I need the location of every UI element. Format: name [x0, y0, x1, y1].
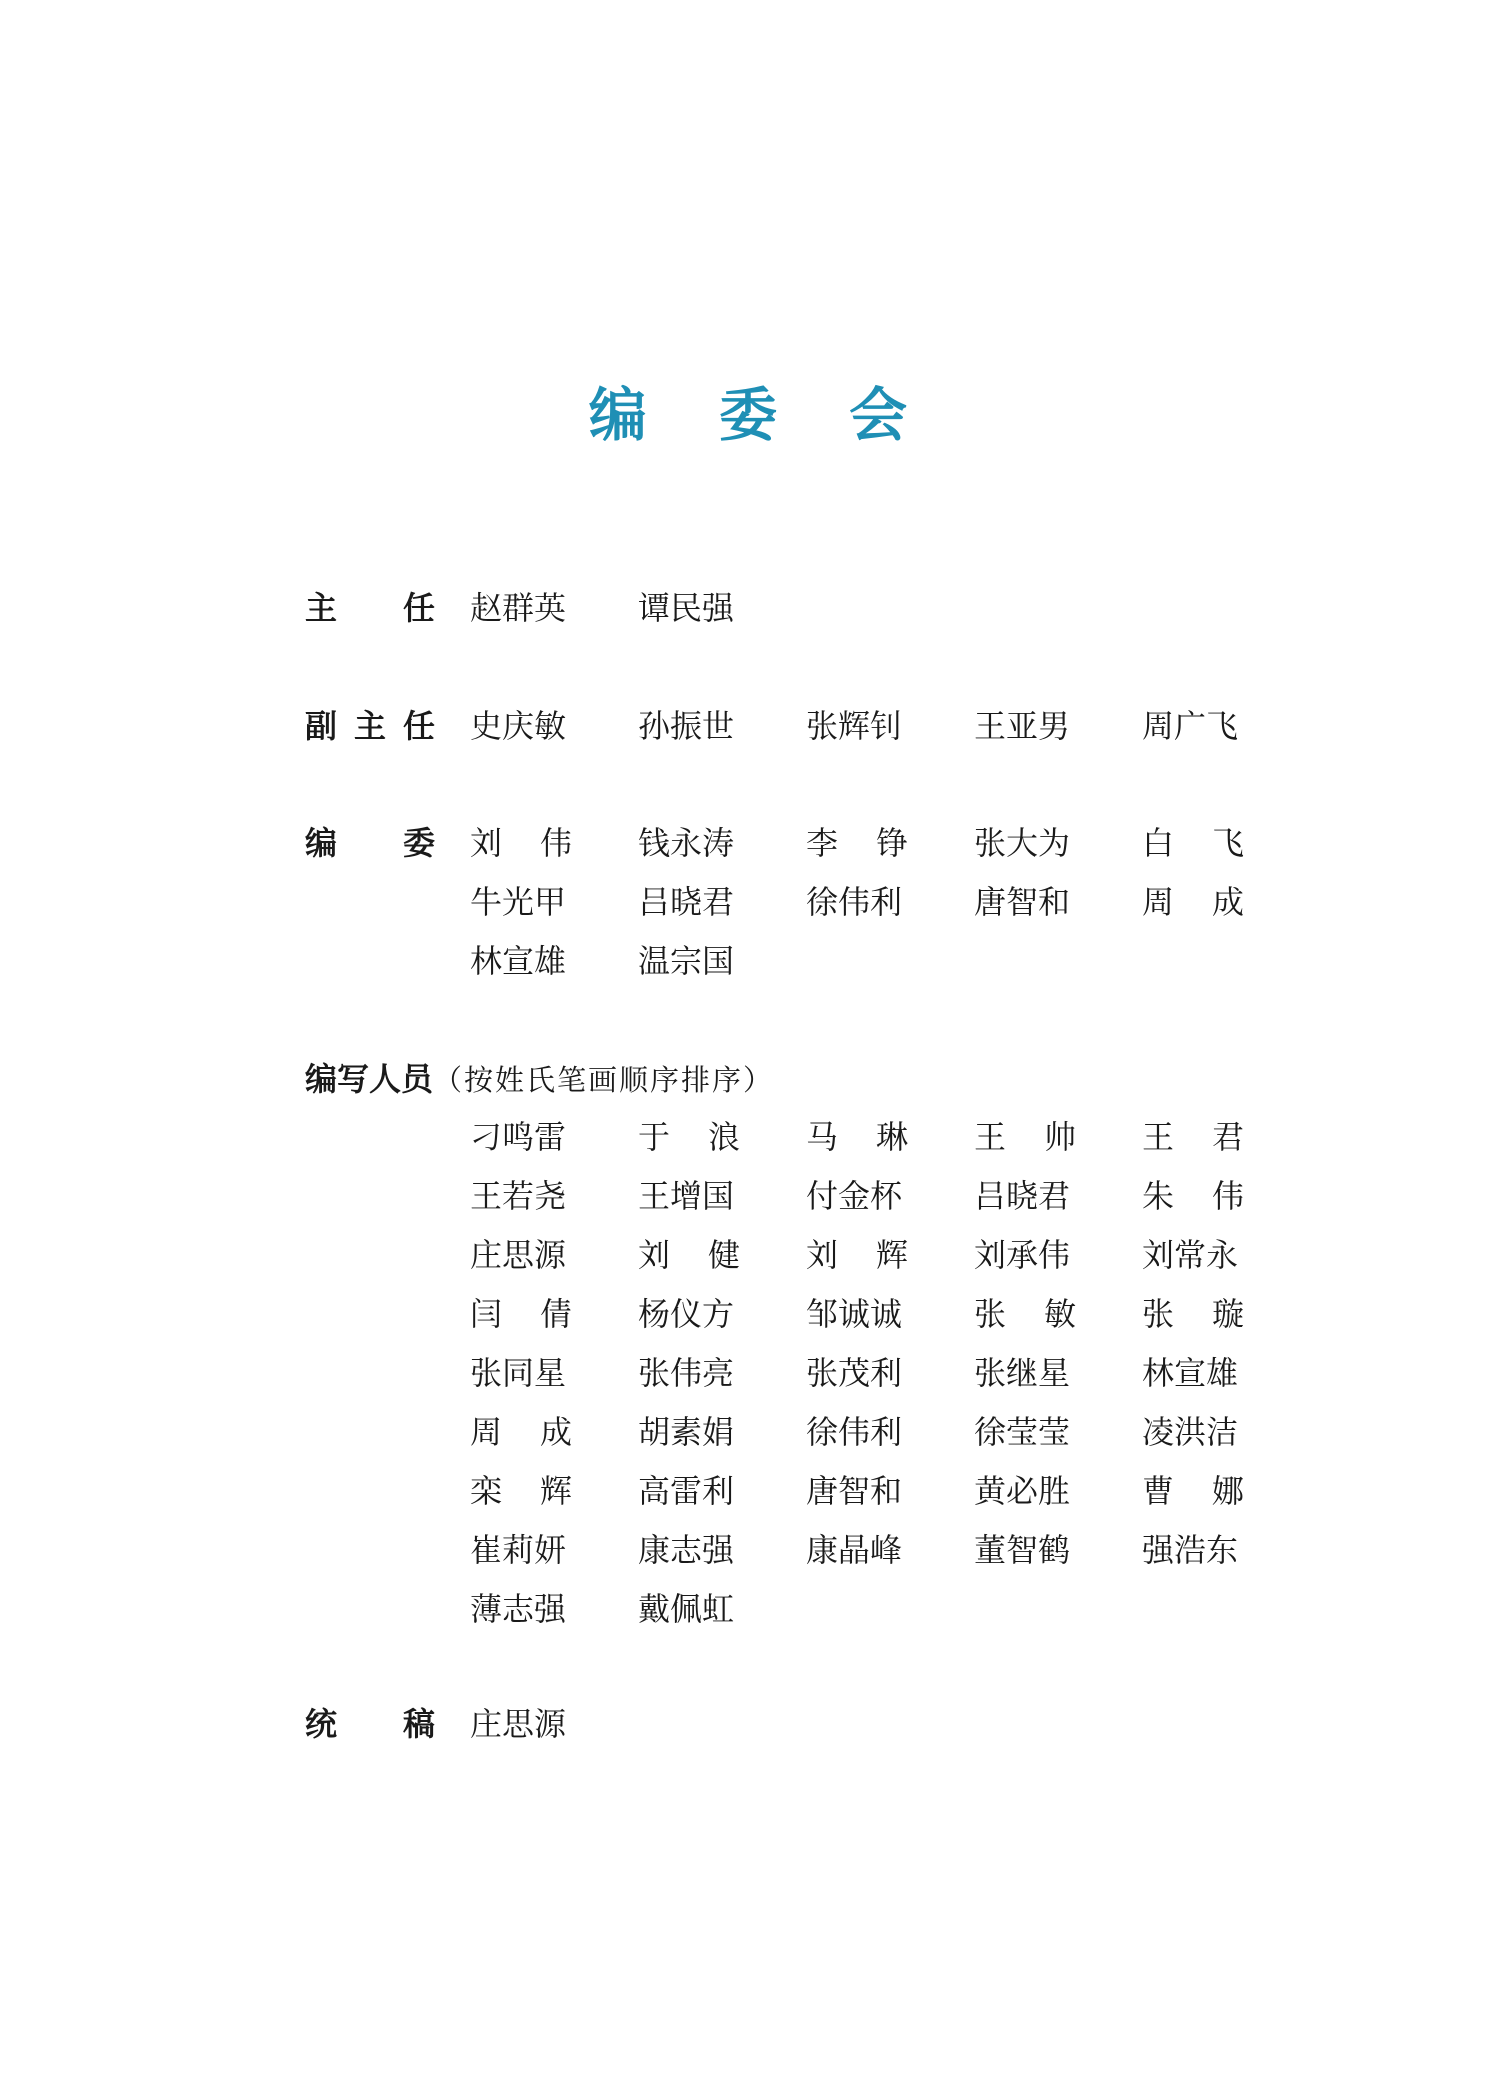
- person-name: 刘 健: [638, 1236, 740, 1274]
- label-char: 主: [353, 707, 386, 745]
- person-name: 王亚男: [974, 707, 1071, 745]
- person-name: 董智鹤: [974, 1531, 1071, 1569]
- person-name: 刘 伟: [470, 824, 572, 862]
- person-name: 张伟亮: [638, 1354, 735, 1392]
- person-name: 栾 辉: [470, 1472, 572, 1510]
- section-label: [305, 706, 435, 746]
- name-list: [470, 823, 1245, 981]
- person-name: 邹诚诚: [806, 1295, 903, 1333]
- person-name: 闫 倩: [470, 1295, 572, 1333]
- person-name: 唐智和: [806, 1472, 903, 1510]
- person-name: 李 铮: [806, 824, 908, 862]
- name-list: [470, 706, 1245, 746]
- label-char: 任: [402, 589, 435, 627]
- person-name: 马 琳: [806, 1118, 908, 1156]
- person-name: 钱永涛: [638, 824, 735, 862]
- section-label: [305, 588, 435, 628]
- person-name: 付金杯: [806, 1177, 903, 1215]
- person-name: 周 成: [470, 1413, 572, 1451]
- person-name: 张 璇: [1142, 1295, 1244, 1333]
- person-name: 张大为: [974, 824, 1071, 862]
- label-char: 统: [305, 1705, 338, 1743]
- person-name: 刁鸣雷: [470, 1118, 567, 1156]
- name-list: [470, 1117, 1245, 1629]
- person-name: 王若尧: [470, 1177, 567, 1215]
- label-char: 编: [305, 824, 338, 862]
- person-name: 王增国: [638, 1177, 735, 1215]
- person-name: 史庆敏: [470, 707, 567, 745]
- person-name: 赵群英: [470, 589, 567, 627]
- person-name: 张同星: [470, 1354, 567, 1392]
- section-label-main: 编写人员: [305, 1060, 434, 1098]
- person-name: 吕晓君: [974, 1177, 1071, 1215]
- page-title: 编 委 会: [588, 381, 934, 449]
- person-name: 杨仪方: [638, 1295, 735, 1333]
- person-name: 凌洪洁: [1142, 1413, 1239, 1451]
- person-name: 薄志强: [470, 1590, 567, 1628]
- label-char: 副: [305, 707, 338, 745]
- person-name: 孙振世: [638, 707, 735, 745]
- person-name: 黄必胜: [974, 1472, 1071, 1510]
- person-name: 张茂利: [806, 1354, 903, 1392]
- person-name: 徐伟利: [806, 1413, 903, 1451]
- person-name: 周广飞: [1142, 707, 1239, 745]
- person-name: 胡素娟: [638, 1413, 735, 1451]
- person-name: 张 敏: [974, 1295, 1076, 1333]
- person-name: 唐智和: [974, 883, 1071, 921]
- person-name: 刘常永: [1142, 1236, 1239, 1274]
- person-name: 林宣雄: [470, 942, 567, 980]
- name-list: [470, 588, 1245, 628]
- section-label: [305, 1704, 435, 1744]
- person-name: 庄思源: [470, 1236, 567, 1274]
- section-label: [305, 823, 435, 863]
- label-char: 稿: [402, 1705, 435, 1743]
- person-name: 王 帅: [974, 1118, 1076, 1156]
- person-name: 徐莹莹: [974, 1413, 1071, 1451]
- person-name: 崔莉妍: [470, 1531, 567, 1569]
- person-name: 周 成: [1142, 883, 1244, 921]
- label-char: 委: [402, 824, 435, 862]
- person-name: 刘 辉: [806, 1236, 908, 1274]
- label-char: 主: [305, 589, 338, 627]
- person-name: 康晶峰: [806, 1531, 903, 1569]
- person-name: 张继星: [974, 1354, 1071, 1392]
- person-name: 庄思源: [470, 1705, 567, 1743]
- person-name: 朱 伟: [1142, 1177, 1244, 1215]
- person-name: 戴佩虹: [638, 1590, 735, 1628]
- person-name: 曹 娜: [1142, 1472, 1244, 1510]
- person-name: 温宗国: [638, 942, 735, 980]
- person-name: 谭民强: [638, 589, 735, 627]
- person-name: 高雷利: [638, 1472, 735, 1510]
- person-name: 吕晓君: [638, 883, 735, 921]
- person-name: 王 君: [1142, 1118, 1244, 1156]
- section-label-note: （按姓氏笔画顺序排序）: [433, 1063, 775, 1097]
- person-name: 刘承伟: [974, 1236, 1071, 1274]
- section-label: [305, 1059, 774, 1100]
- name-list: [470, 1704, 1245, 1744]
- person-name: 白 飞: [1142, 824, 1244, 862]
- person-name: 康志强: [638, 1531, 735, 1569]
- person-name: 强浩东: [1142, 1531, 1239, 1569]
- person-name: 张辉钊: [806, 707, 903, 745]
- person-name: 林宣雄: [1142, 1354, 1239, 1392]
- person-name: 徐伟利: [806, 883, 903, 921]
- person-name: 于 浪: [638, 1118, 740, 1156]
- label-char: 任: [402, 707, 435, 745]
- person-name: 牛光甲: [470, 883, 567, 921]
